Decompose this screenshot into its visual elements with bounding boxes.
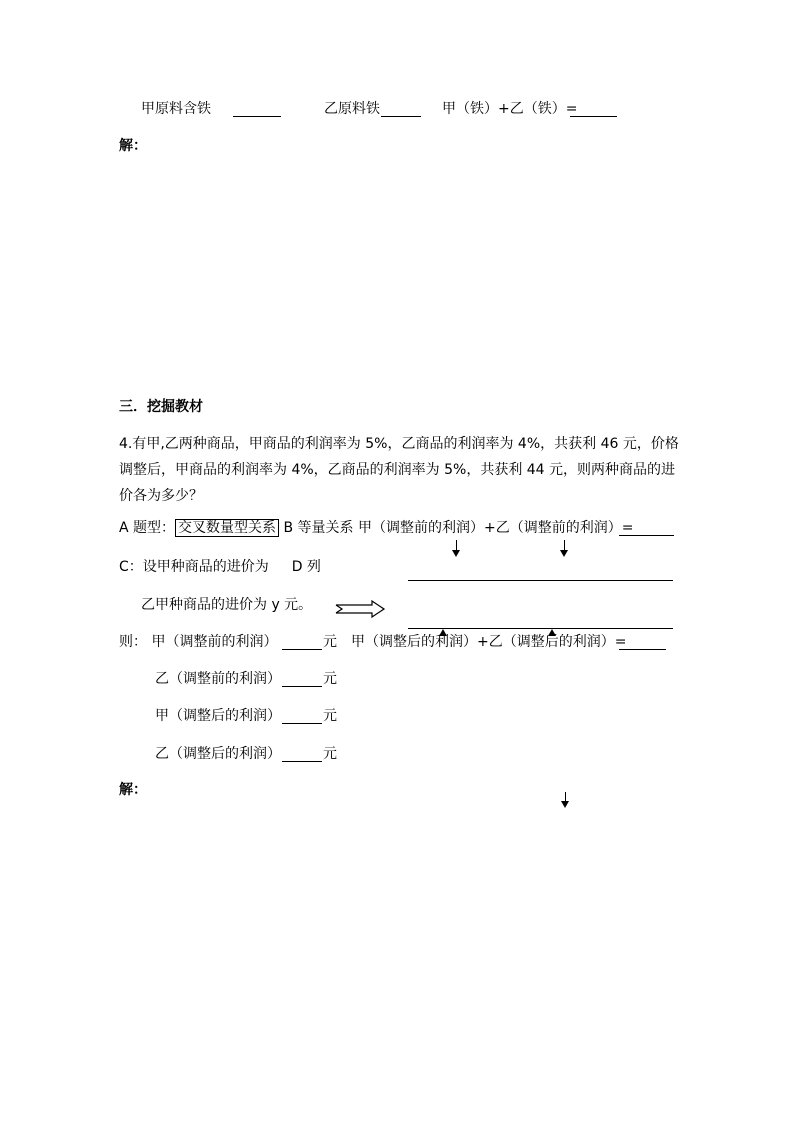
arrow-up-icon — [439, 629, 447, 636]
item-yi-after-blank[interactable] — [282, 747, 322, 762]
a-type-label: A 题型： — [119, 520, 176, 536]
iron-sum-row — [442, 99, 577, 119]
item-label: 乙（调整后的利润） — [155, 746, 281, 762]
relation-after-blank[interactable] — [619, 635, 666, 650]
relation-before: 甲（调整前的利润）+乙（调整前的利润）= — [358, 520, 634, 536]
relation-after: 甲（调整后的利润）+乙（调整后的利润）= — [351, 634, 627, 650]
item-label: 甲（调整后的利润） — [155, 708, 281, 724]
line-a — [119, 518, 633, 538]
item-unit: 元 — [323, 708, 337, 724]
d-list-label: D 列 — [291, 559, 321, 575]
item-jia-after — [155, 706, 281, 726]
item-unit: 元 — [323, 746, 337, 762]
double-arrow-icon — [334, 600, 386, 618]
item-yi-before — [155, 669, 281, 689]
arrow-line-2 — [564, 540, 565, 550]
line-y: 乙甲种商品的进价为 y 元。 — [141, 597, 313, 613]
jia-iron-row — [141, 99, 211, 119]
arrow-down-icon — [561, 801, 569, 808]
yi-iron-row — [324, 99, 380, 119]
c-let-label: C：设甲种商品的进价为 — [119, 559, 269, 575]
type-box: 交叉数量型关系 — [175, 519, 279, 537]
line-c — [119, 557, 321, 577]
equation-line-1[interactable] — [408, 580, 673, 581]
item-label: 乙（调整前的利润） — [155, 671, 281, 687]
item-yi-before-blank[interactable] — [282, 672, 322, 687]
item-jia-after-blank[interactable] — [282, 709, 322, 724]
jia-before-blank[interactable] — [282, 635, 322, 650]
problem4-text: 4.有甲,乙两种商品，甲商品的利润率为 5%，乙商品的利润率为 4%，共获利 46 元，价格调整后，甲商品的利润率为 4%，乙商品的利润率为 5%，共获利 44 元，则两种商品的进价各为多少？ — [119, 436, 679, 504]
yi-iron-blank[interactable] — [381, 102, 421, 117]
jia-iron-blank[interactable] — [233, 102, 281, 117]
arrow-line-1 — [456, 540, 457, 550]
iron-sum-blank[interactable] — [570, 102, 617, 117]
line-ze — [119, 632, 277, 652]
solution-label-2: 解： — [119, 782, 147, 798]
solution-label-1: 解： — [119, 138, 147, 154]
jia-before-unit: 元 — [323, 634, 337, 650]
b-equal-label: B 等量关系 — [283, 520, 354, 536]
arrow-up-icon — [548, 629, 556, 636]
yi-iron-label: 乙原料铁 — [324, 101, 380, 117]
iron-sum-label: 甲（铁）+乙（铁）= — [442, 101, 578, 117]
item-yi-after — [155, 744, 281, 764]
equation-line-2[interactable] — [408, 628, 673, 629]
item-unit: 元 — [323, 671, 337, 687]
section3-title: 三．挖掘教材 — [119, 399, 203, 415]
jia-before-label: 甲（调整前的利润） — [151, 634, 278, 650]
arrow-down-icon — [560, 550, 568, 557]
relation-before-blank[interactable] — [619, 521, 674, 536]
arrow-down-icon — [452, 550, 460, 557]
jia-iron-label: 甲原料含铁 — [141, 101, 211, 117]
ze-label: 则： — [119, 634, 147, 650]
